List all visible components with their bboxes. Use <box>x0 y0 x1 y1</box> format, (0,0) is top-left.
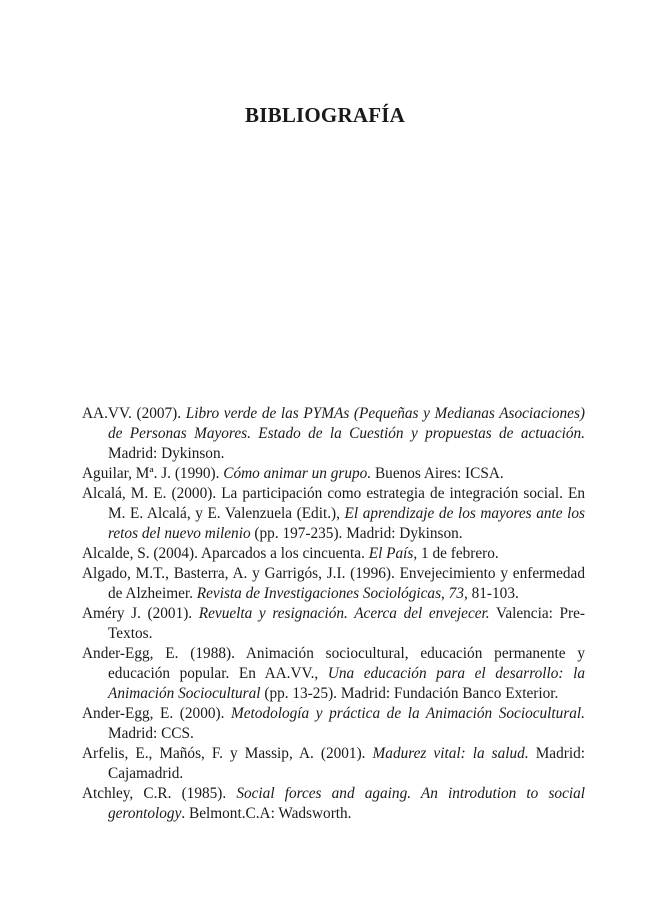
entry-text: , 1 de febrero. <box>413 545 499 562</box>
bibliography-entry <box>82 644 585 704</box>
bibliography-entry <box>82 464 585 484</box>
entry-title-italic: Libro verde de las PYMAs (Pequeñas y Medianas Asociaciones) de Personas Mayores. Estado de la Cuestión y propuestas de actuación. <box>108 405 585 442</box>
entry-text: Alcalde, S. (2004). Aparcados a los cincuenta. <box>82 545 369 562</box>
entry-text: Aguilar, Mª. J. (1990). <box>82 465 224 482</box>
bibliography-entry <box>82 604 585 644</box>
entry-text: Arfelis, E., Mañós, F. y Massip, A. (2001). <box>82 745 373 762</box>
entry-text: Valencia: Pre-Textos. <box>108 605 586 642</box>
entry-text: (pp. 13-25). Madrid: Fundación Banco Exterior. <box>260 685 559 702</box>
entry-title-italic: El aprendizaje de los mayores ante los retos del nuevo milenio <box>108 505 585 542</box>
entry-text: Alcalá, M. E. (2000). La participación como estrategia de integración social. En M. E. Alcalá, y E. Valenzuela (Edit.), <box>82 485 585 522</box>
bibliography-entry <box>82 704 585 744</box>
entry-text: Ander-Egg, E. (1988). Animación sociocultural, educación permanente y educación popular. En AA.VV., <box>82 645 585 682</box>
entry-title-italic: Una educación para el desarrollo: la Animación Sociocultural <box>108 665 585 702</box>
entry-title-italic: Revista de Investigaciones Sociológicas, 73, <box>196 585 468 602</box>
entry-text: . Belmont.C.A: Wadsworth. <box>181 805 352 822</box>
entry-text: Améry J. (2001). <box>82 605 199 622</box>
entry-text: Madrid: CCS. <box>108 725 194 742</box>
entry-title-italic: El País <box>368 545 414 562</box>
bibliography-entry <box>82 744 585 784</box>
page-title: BIBLIOGRAFÍA <box>245 103 405 127</box>
entry-title-italic: Cómo animar un grupo. <box>223 465 372 482</box>
entry-title-italic: Metodología y práctica de la Animación Sociocultural. <box>231 705 585 722</box>
bibliography-list <box>82 404 585 824</box>
entry-text: Madrid: Cajamadrid. <box>108 745 585 782</box>
entry-title-italic: Social forces and againg. An introdution to social gerontology <box>108 785 586 822</box>
entry-text: 81-103. <box>467 585 519 602</box>
entry-text: AA.VV. (2007). <box>82 405 186 422</box>
entry-text: Madrid: Dykinson. <box>108 445 225 462</box>
entry-text: Buenos Aires: ICSA. <box>371 465 504 482</box>
bibliography-entry <box>82 784 585 824</box>
entry-text: (pp. 197-235). Madrid: Dykinson. <box>250 525 463 542</box>
bibliography-entry <box>82 484 585 544</box>
bibliography-entry <box>82 544 585 564</box>
entry-text: Ander-Egg, E. (2000). <box>82 705 231 722</box>
bibliography-entry <box>82 404 585 464</box>
entry-title-italic: Revuelta y resignación. Acerca del envejecer. <box>198 605 490 622</box>
bibliography-entry <box>82 564 585 604</box>
entry-title-italic: Madurez vital: la salud. <box>372 745 529 762</box>
entry-text: Algado, M.T., Basterra, A. y Garrigós, J.I. (1996). Envejecimiento y enfermedad de Alzheimer. <box>82 565 585 602</box>
entry-text: Atchley, C.R. (1985). <box>82 785 237 802</box>
